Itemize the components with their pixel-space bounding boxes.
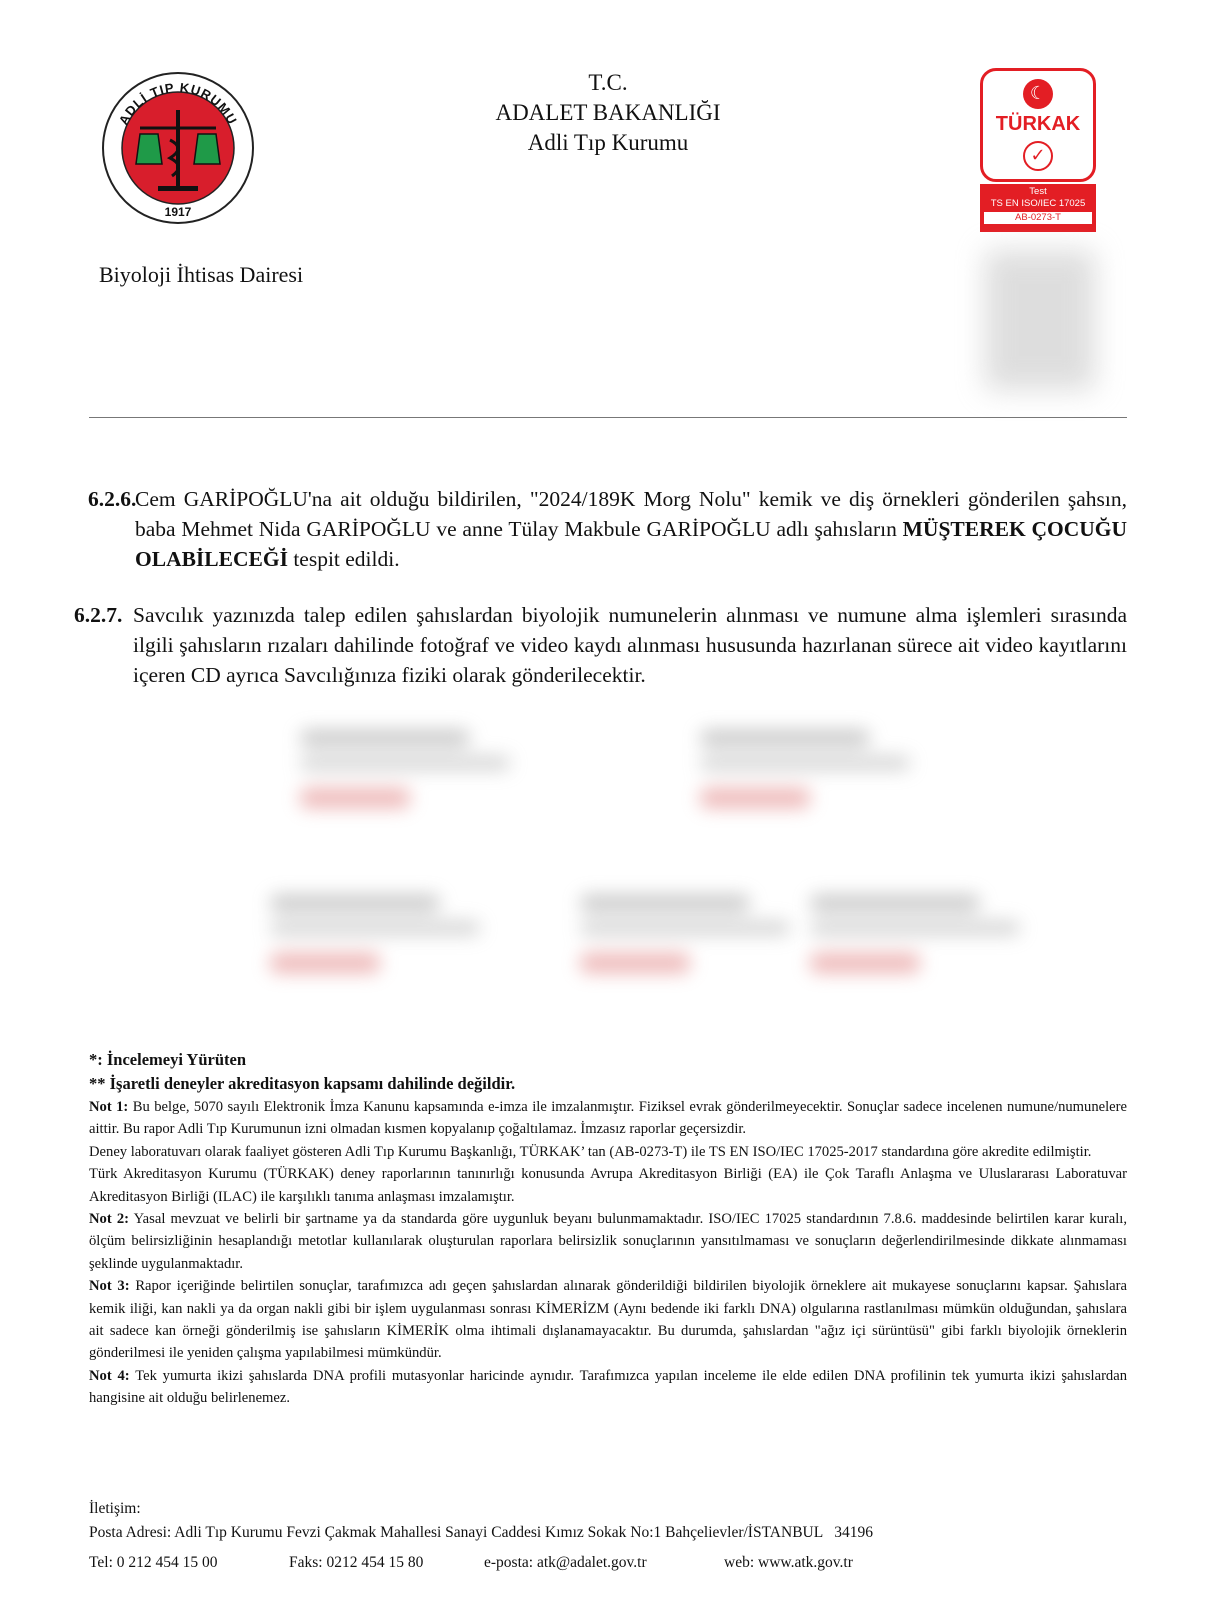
department-name: Biyoloji İhtisas Dairesi bbox=[99, 262, 304, 287]
finding-number: 6.2.7. bbox=[74, 603, 123, 627]
signature-block-3 bbox=[270, 895, 480, 973]
contact-fax: Faks: 0212 454 15 80 bbox=[289, 1554, 424, 1571]
note-3: Not 3: Rapor içeriğinde belirtilen sonuçlar, tarafımızca adı geçen şahıslardan alınarak gönderildiği bildirilen biyolojik örneklere ait mukayese sonuçlarını kapsar. Şahıslara kemik iliği, kan nakli ya da organ nakli gibi bir işlem uygulanması sonrası KİMERİZM (Aynı bedende iki farklı DNA) olgularına rastlanılması mümkün olduğundan, şahıslara ait sadece kan örneği gönderilmiş ise şahısların KİMERİK olma ihtimali dışlanamayacaktır. Bu durumda, şahıslardan "ağız içi sürüntüsü" gibi farklı biyolojik örneklerin gönderilmesi ile yeniden çalışma yapılabilmesi mümkündür. bbox=[89, 1278, 1127, 1362]
turkish-flag-icon: ☾ bbox=[1023, 79, 1053, 109]
signature-block-1 bbox=[300, 730, 510, 808]
note-1: Not 1: Bu belge, 5070 sayılı Elektronik İmza Kanunu kapsamında e-imza ile imzalanmıştır. Fiziksel evrak gönderilmeyecektir. Sonuçlar sadece incelenen numune/numunelere aittir. Bu rapor Adli Tıp Kurumunun izni olmadan kısmen kopyalanıp çoğaltılamaz. İmzasız raporlar geçersizdir. bbox=[89, 1099, 1127, 1138]
note-4: Not 4: Tek yumurta ikizi şahıslarda DNA profili mutasyonlar haricinde aynıdır. Tarafımızca yapılan inceleme ile elde edilen DNA profilinin tek yumurta ikizi şahıslardan hangisine ait olduğu belirlenemez. bbox=[89, 1367, 1127, 1407]
note-star1: *: İncelemeyi Yürüten bbox=[89, 1050, 247, 1069]
finding-6-2-6: 6.2.6. Cem GARİPOĞLU'na ait olduğu bildirilen, "2024/189K Morg Nolu" kemik ve diş örnekleri gönderilen şahsın, baba Mehmet Nida GARİPOĞLU ve anne Tülay Makbule GARİPOĞLU adlı şahısların MÜŞTEREK ÇOCUĞU OLABİLECEĞİ tespit edildi. bbox=[88, 484, 1127, 574]
contact-tel: Tel: 0 212 454 15 00 bbox=[89, 1554, 218, 1571]
turkak-code: AB-0273-T bbox=[984, 212, 1092, 224]
logo-year: 1917 bbox=[164, 205, 192, 219]
logo-arc-text: ADLİ TIP KURUMU bbox=[115, 79, 241, 128]
turkak-brand: TÜRKAK bbox=[995, 113, 1081, 135]
note-star2: ** İşaretli deneyler akreditasyon kapsamı dahilinde değildir. bbox=[89, 1074, 516, 1093]
redacted-qr bbox=[985, 250, 1095, 390]
header-tc: T.C. bbox=[588, 70, 628, 95]
accreditation-2: Türk Akreditasyon Kurumu (TÜRKAK) deney raporlarının tanınırlığı konusunda Avrupa Akreditasyon Birliği (EA) ile Çok Taraflı Anlaşma ve Uluslararası Laboratuvar Akreditasyon Birliği (ILAC) ile karşılıklı tanıma anlaşması imzalamıştır. bbox=[89, 1166, 1127, 1205]
contact-title: İletişim: bbox=[89, 1500, 141, 1517]
checkmark-icon: ✓ bbox=[1023, 141, 1053, 171]
header-ministry: ADALET BAKANLIĞI bbox=[495, 100, 721, 125]
contact-web[interactable]: web: www.atk.gov.tr bbox=[724, 1554, 853, 1571]
note-2: Not 2: Yasal mevzuat ve belirli bir şartname ya da standarda göre uygunluk beyanı bulunmamaktadır. ISO/IEC 17025 standardının 7.8.6. maddesinde belirtilen karar kuralı, ölçüm belirsizliğinin hesaplandığı metotlar kullanılarak oluşturulan raporlara belirsizlik sonuçlarının yansıtılmaması ve sonuçların değerlendirilmesinde dikkate alınmaması şeklinde uygulanmaktadır. bbox=[89, 1211, 1127, 1272]
paternity-result: MÜŞTEREK ÇOCUĞU OLABİLECEĞİ bbox=[135, 517, 1127, 571]
header-divider bbox=[89, 417, 1127, 418]
turkak-logo bbox=[980, 68, 1094, 230]
turkak-standard: TS EN ISO/IEC 17025 bbox=[990, 198, 1086, 209]
finding-6-2-7: 6.2.7. Savcılık yazınızda talep edilen şahıslardan biyolojik numunelerin alınması ve numune alma işlemleri sırasında ilgili şahısların rızaları dahilinde fotoğraf ve video kaydı alınması hususunda hazırlanan sürece ait video kayıtlarını içeren CD ayrıca Savcılığınıza fiziki olarak gönderilecektir. bbox=[74, 600, 1127, 690]
header-institution: Adli Tıp Kurumu bbox=[527, 130, 689, 155]
contact-address: Posta Adresi: Adli Tıp Kurumu Fevzi Çakmak Mahallesi Sanayi Caddesi Kımız Sokak No:1 Bahçelievler/İSTANBUL 34196 bbox=[89, 1524, 873, 1541]
finding-number: 6.2.6. bbox=[88, 487, 137, 511]
turkak-test: Test bbox=[1029, 186, 1047, 197]
signature-block-5 bbox=[810, 895, 1020, 973]
signature-block-4 bbox=[580, 895, 790, 973]
accreditation-1: Deney laboratuvarı olarak faaliyet gösteren Adli Tıp Kurumu Başkanlığı, TÜRKAK’ tan (AB-0273-T) ile TS EN ISO/IEC 17025-2017 standardına göre akredite edilmiştir. bbox=[89, 1143, 1092, 1160]
contact-email[interactable]: e-posta: atk@adalet.gov.tr bbox=[484, 1554, 647, 1571]
notes-section bbox=[89, 1048, 1127, 1410]
signature-block-2 bbox=[700, 730, 910, 808]
